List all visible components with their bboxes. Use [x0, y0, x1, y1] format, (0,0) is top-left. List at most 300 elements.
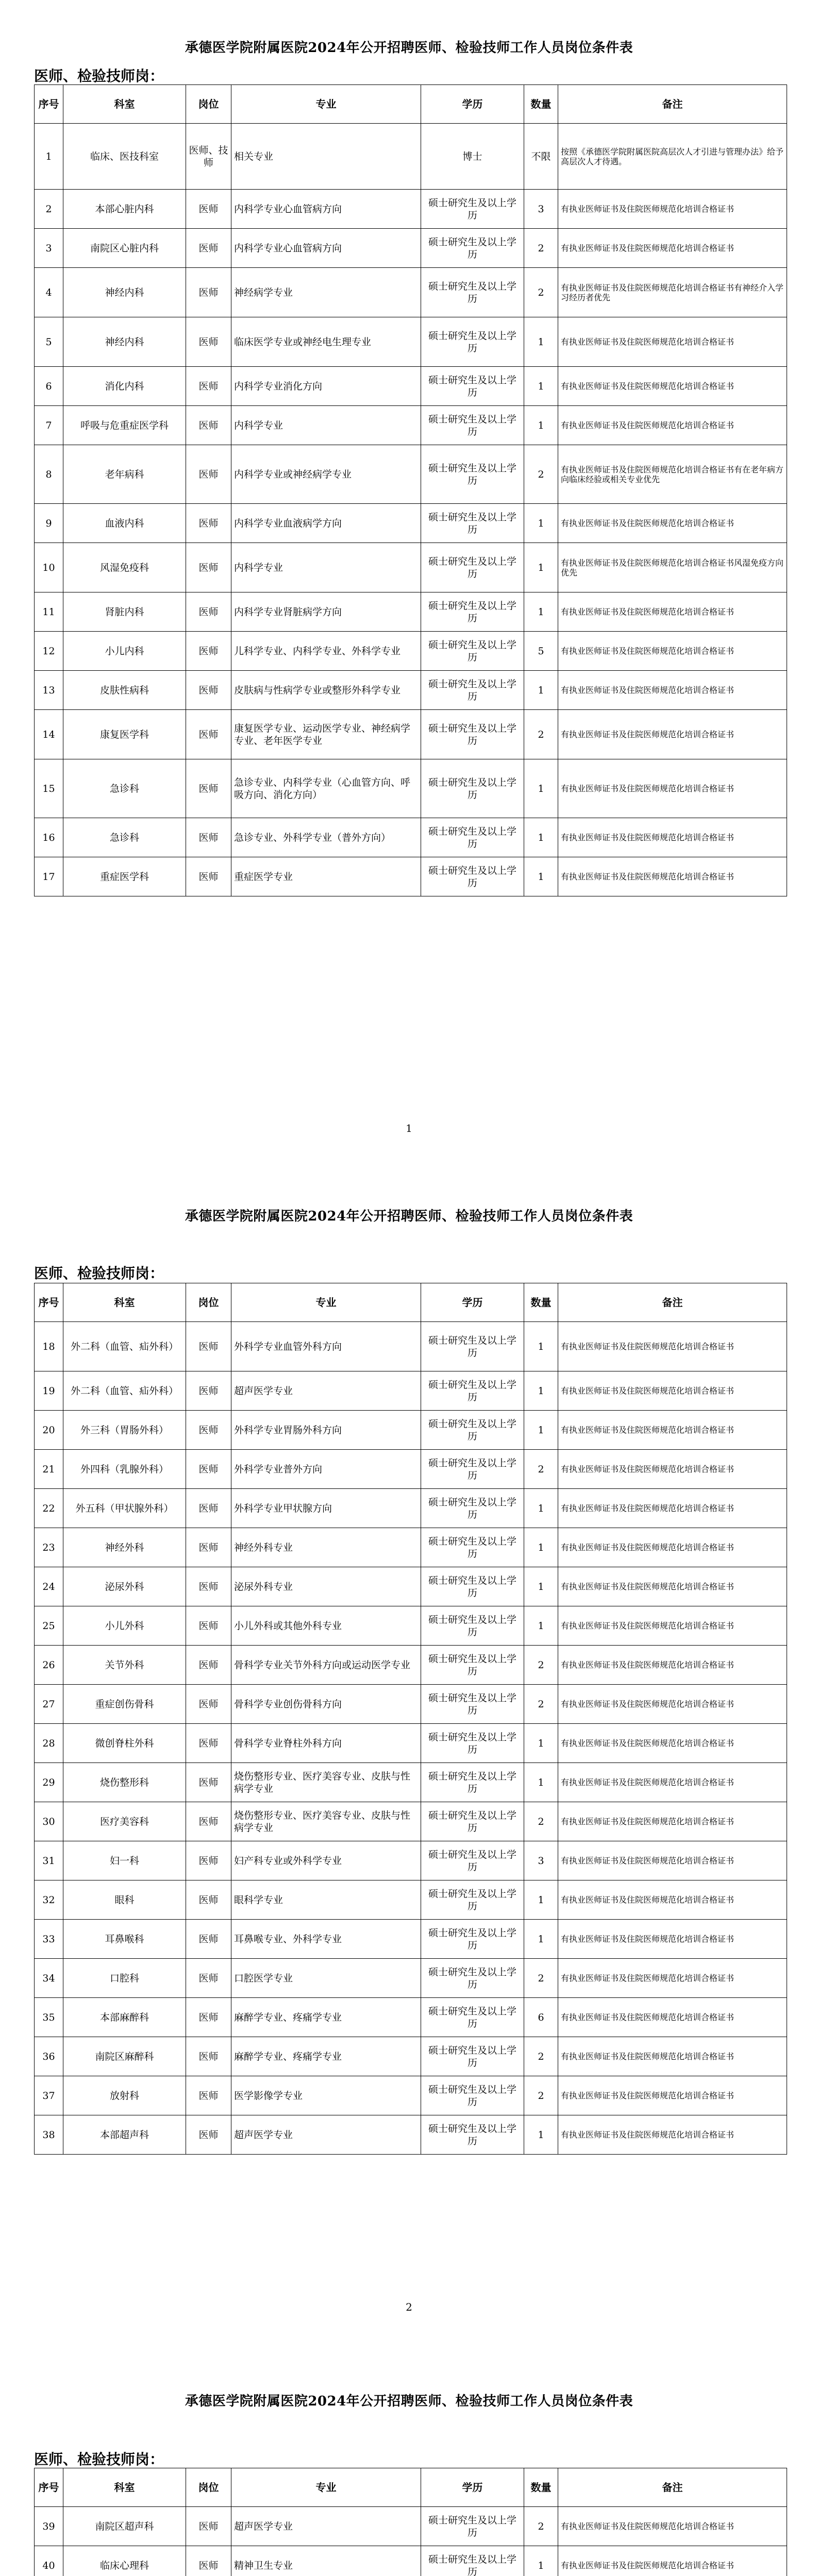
- cell-seq: 17: [35, 857, 63, 896]
- cell-note: 有执业医师证书及住院医师规范化培训合格证书: [558, 857, 787, 896]
- cell-post: 医师: [186, 1763, 231, 1802]
- header-seq: 序号: [35, 2468, 63, 2507]
- cell-seq: 33: [35, 1920, 63, 1959]
- cell-dept: 急诊科: [63, 818, 186, 857]
- cell-major: 麻醉学专业、疼痛学专业: [231, 2037, 421, 2076]
- cell-dept: 神经内科: [63, 317, 186, 367]
- table-row: [35, 2076, 787, 2115]
- table-row: [35, 759, 787, 818]
- cell-seq: 40: [35, 2546, 63, 2576]
- table-row: [35, 671, 787, 710]
- table-row: [35, 229, 787, 268]
- header-count: 数量: [524, 2468, 558, 2507]
- cell-edu: 硕士研究生及以上学历: [421, 1567, 524, 1606]
- cell-seq: 23: [35, 1528, 63, 1567]
- header-dept: 科室: [63, 1283, 186, 1322]
- table-row: [35, 1322, 787, 1371]
- cell-edu: 硕士研究生及以上学历: [421, 1685, 524, 1724]
- table-row: [35, 2507, 787, 2546]
- cell-edu: 硕士研究生及以上学历: [421, 1724, 524, 1763]
- cell-count: 2: [524, 268, 558, 317]
- cell-edu: 硕士研究生及以上学历: [421, 268, 524, 317]
- cell-edu: 硕士研究生及以上学历: [421, 317, 524, 367]
- cell-edu: 硕士研究生及以上学历: [421, 2507, 524, 2546]
- table-header: [35, 85, 787, 124]
- cell-dept: 血液内科: [63, 504, 186, 543]
- cell-note: 有执业医师证书及住院医师规范化培训合格证书: [558, 1606, 787, 1646]
- cell-note: 有执业医师证书及住院医师规范化培训合格证书: [558, 759, 787, 818]
- cell-post: 医师: [186, 1802, 231, 1841]
- table-row: [35, 445, 787, 504]
- cell-note: 有执业医师证书及住院医师规范化培训合格证书: [558, 1802, 787, 1841]
- cell-dept: 口腔科: [63, 1959, 186, 1998]
- cell-count: 2: [524, 1959, 558, 1998]
- cell-dept: 小儿内科: [63, 632, 186, 671]
- cell-post: 医师: [186, 2037, 231, 2076]
- cell-dept: 外二科（血管、疝外科）: [63, 1371, 186, 1411]
- header-post: 岗位: [186, 1283, 231, 1322]
- cell-seq: 1: [35, 124, 63, 190]
- cell-seq: 25: [35, 1606, 63, 1646]
- cell-note: 有执业医师证书及住院医师规范化培训合格证书: [558, 504, 787, 543]
- cell-note: 有执业医师证书及住院医师规范化培训合格证书: [558, 1763, 787, 1802]
- cell-edu: 硕士研究生及以上学历: [421, 1489, 524, 1528]
- header-dept: 科室: [63, 85, 186, 124]
- cell-count: 1: [524, 759, 558, 818]
- cell-post: 医师: [186, 1880, 231, 1920]
- cell-note: 有执业医师证书及住院医师规范化培训合格证书: [558, 2507, 787, 2546]
- cell-edu: 硕士研究生及以上学历: [421, 1322, 524, 1371]
- header-major: 专业: [231, 85, 421, 124]
- cell-post: 医师: [186, 2507, 231, 2546]
- cell-note: 有执业医师证书及住院医师规范化培训合格证书: [558, 317, 787, 367]
- table-row: [35, 1567, 787, 1606]
- cell-edu: 硕士研究生及以上学历: [421, 1998, 524, 2037]
- cell-note: 有执业医师证书及住院医师规范化培训合格证书: [558, 2546, 787, 2576]
- cell-major: 皮肤病与性病学专业或整形外科学专业: [231, 671, 421, 710]
- cell-count: 2: [524, 445, 558, 504]
- cell-seq: 2: [35, 190, 63, 229]
- cell-seq: 31: [35, 1841, 63, 1880]
- table-row: [35, 190, 787, 229]
- cell-seq: 37: [35, 2076, 63, 2115]
- cell-major: 超声医学专业: [231, 2115, 421, 2155]
- cell-dept: 医疗美容科: [63, 1802, 186, 1841]
- cell-edu: 硕士研究生及以上学历: [421, 1802, 524, 1841]
- cell-edu: 硕士研究生及以上学历: [421, 710, 524, 759]
- cell-major: 外科学专业胃肠外科方向: [231, 1411, 421, 1450]
- cell-dept: 重症创伤骨科: [63, 1685, 186, 1724]
- cell-dept: 本部心脏内科: [63, 190, 186, 229]
- cell-post: 医师: [186, 671, 231, 710]
- cell-note: 有执业医师证书及住院医师规范化培训合格证书: [558, 1528, 787, 1567]
- cell-post: 医师: [186, 1998, 231, 2037]
- cell-major: 相关专业: [231, 124, 421, 190]
- cell-count: 1: [524, 2546, 558, 2576]
- cell-dept: 呼吸与危重症医学科: [63, 406, 186, 445]
- cell-major: 医学影像学专业: [231, 2076, 421, 2115]
- cell-post: 医师: [186, 268, 231, 317]
- cell-edu: 硕士研究生及以上学历: [421, 671, 524, 710]
- cell-dept: 微创脊柱外科: [63, 1724, 186, 1763]
- cell-post: 医师: [186, 1567, 231, 1606]
- cell-seq: 34: [35, 1959, 63, 1998]
- header-note: 备注: [558, 2468, 787, 2507]
- cell-seq: 22: [35, 1489, 63, 1528]
- cell-seq: 3: [35, 229, 63, 268]
- cell-count: 1: [524, 406, 558, 445]
- page-number: 2: [406, 2301, 412, 2313]
- cell-dept: 临床心理科: [63, 2546, 186, 2576]
- cell-major: 眼科学专业: [231, 1880, 421, 1920]
- cell-count: 1: [524, 1763, 558, 1802]
- cell-major: 内科学专业血液病学方向: [231, 504, 421, 543]
- cell-count: 3: [524, 1841, 558, 1880]
- cell-major: 烧伤整形专业、医疗美容专业、皮肤与性病学专业: [231, 1802, 421, 1841]
- cell-dept: 南院区心脏内科: [63, 229, 186, 268]
- cell-count: 2: [524, 2076, 558, 2115]
- table-body: [35, 124, 787, 896]
- cell-post: 医师: [186, 367, 231, 406]
- cell-note: 有执业医师证书及住院医师规范化培训合格证书: [558, 1998, 787, 2037]
- cell-major: 外科学专业普外方向: [231, 1450, 421, 1489]
- table-row: [35, 1880, 787, 1920]
- cell-count: 1: [524, 543, 558, 592]
- cell-edu: 硕士研究生及以上学历: [421, 1763, 524, 1802]
- cell-edu: 硕士研究生及以上学历: [421, 1528, 524, 1567]
- header-edu: 学历: [421, 1283, 524, 1322]
- cell-edu: 硕士研究生及以上学历: [421, 2076, 524, 2115]
- cell-count: 3: [524, 190, 558, 229]
- cell-dept: 烧伤整形科: [63, 1763, 186, 1802]
- cell-count: 2: [524, 710, 558, 759]
- cell-note: 有执业医师证书及住院医师规范化培训合格证书: [558, 1322, 787, 1371]
- cell-count: 1: [524, 1489, 558, 1528]
- cell-post: 医师: [186, 1322, 231, 1371]
- cell-seq: 28: [35, 1724, 63, 1763]
- cell-dept: 外四科（乳腺外科）: [63, 1450, 186, 1489]
- table-row: [35, 1411, 787, 1450]
- cell-seq: 12: [35, 632, 63, 671]
- cell-count: 1: [524, 1411, 558, 1450]
- cell-major: 急诊专业、外科学专业（普外方向）: [231, 818, 421, 857]
- cell-seq: 14: [35, 710, 63, 759]
- cell-count: 1: [524, 504, 558, 543]
- cell-major: 超声医学专业: [231, 2507, 421, 2546]
- cell-post: 医师、技师: [186, 124, 231, 190]
- table-row: [35, 1802, 787, 1841]
- cell-post: 医师: [186, 2115, 231, 2155]
- header-seq: 序号: [35, 85, 63, 124]
- cell-count: 1: [524, 1920, 558, 1959]
- table-row: [35, 317, 787, 367]
- cell-seq: 4: [35, 268, 63, 317]
- header-post: 岗位: [186, 85, 231, 124]
- table-body: [35, 1322, 787, 2155]
- cell-count: 5: [524, 632, 558, 671]
- cell-post: 医师: [186, 1685, 231, 1724]
- cell-major: 内科学专业消化方向: [231, 367, 421, 406]
- cell-note: 有执业医师证书及住院医师规范化培训合格证书: [558, 592, 787, 632]
- cell-seq: 32: [35, 1880, 63, 1920]
- cell-note: 有执业医师证书及住院医师规范化培训合格证书: [558, 1724, 787, 1763]
- cell-edu: 硕士研究生及以上学历: [421, 190, 524, 229]
- cell-major: 内科学专业: [231, 543, 421, 592]
- cell-note: 有执业医师证书及住院医师规范化培训合格证书: [558, 632, 787, 671]
- table-row: [35, 1920, 787, 1959]
- cell-edu: 硕士研究生及以上学历: [421, 857, 524, 896]
- cell-dept: 神经外科: [63, 1528, 186, 1567]
- cell-dept: 外三科（胃肠外科）: [63, 1411, 186, 1450]
- table-row: [35, 710, 787, 759]
- cell-edu: 硕士研究生及以上学历: [421, 543, 524, 592]
- cell-post: 医师: [186, 592, 231, 632]
- cell-major: 重症医学专业: [231, 857, 421, 896]
- table-row: [35, 1606, 787, 1646]
- cell-edu: 硕士研究生及以上学历: [421, 445, 524, 504]
- cell-seq: 15: [35, 759, 63, 818]
- table-body: [35, 2507, 787, 2576]
- cell-dept: 康复医学科: [63, 710, 186, 759]
- cell-dept: 重症医学科: [63, 857, 186, 896]
- cell-seq: 9: [35, 504, 63, 543]
- cell-edu: 硕士研究生及以上学历: [421, 367, 524, 406]
- cell-count: 1: [524, 1724, 558, 1763]
- cell-note: 有执业医师证书及住院医师规范化培训合格证书: [558, 1959, 787, 1998]
- cell-note: 有执业医师证书及住院医师规范化培训合格证书: [558, 1880, 787, 1920]
- table-row: [35, 818, 787, 857]
- cell-seq: 16: [35, 818, 63, 857]
- cell-major: 小儿外科或其他外科专业: [231, 1606, 421, 1646]
- cell-seq: 30: [35, 1802, 63, 1841]
- cell-post: 医师: [186, 504, 231, 543]
- cell-note: 有执业医师证书及住院医师规范化培训合格证书: [558, 1920, 787, 1959]
- cell-seq: 35: [35, 1998, 63, 2037]
- cell-major: 内科学专业心血管病方向: [231, 229, 421, 268]
- cell-edu: 硕士研究生及以上学历: [421, 1411, 524, 1450]
- table-header: [35, 1283, 787, 1322]
- cell-edu: 硕士研究生及以上学历: [421, 592, 524, 632]
- cell-dept: 泌尿外科: [63, 1567, 186, 1606]
- cell-dept: 本部超声科: [63, 2115, 186, 2155]
- cell-post: 医师: [186, 317, 231, 367]
- cell-major: 精神卫生专业: [231, 2546, 421, 2576]
- positions-table: [34, 84, 787, 896]
- cell-seq: 8: [35, 445, 63, 504]
- cell-dept: 风湿免疫科: [63, 543, 186, 592]
- cell-count: 1: [524, 1567, 558, 1606]
- cell-count: 1: [524, 592, 558, 632]
- cell-note: 有执业医师证书及住院医师规范化培训合格证书: [558, 406, 787, 445]
- cell-post: 医师: [186, 710, 231, 759]
- cell-count: 1: [524, 367, 558, 406]
- table-row: [35, 367, 787, 406]
- table-row: [35, 268, 787, 317]
- table-row: [35, 1841, 787, 1880]
- cell-seq: 21: [35, 1450, 63, 1489]
- header-note: 备注: [558, 85, 787, 124]
- cell-dept: 小儿外科: [63, 1606, 186, 1646]
- cell-count: 1: [524, 2115, 558, 2155]
- cell-edu: 硕士研究生及以上学历: [421, 504, 524, 543]
- table-row: [35, 592, 787, 632]
- cell-seq: 5: [35, 317, 63, 367]
- cell-seq: 29: [35, 1763, 63, 1802]
- cell-note: 有执业医师证书及住院医师规范化培训合格证书: [558, 671, 787, 710]
- cell-count: 1: [524, 1371, 558, 1411]
- cell-major: 泌尿外科专业: [231, 1567, 421, 1606]
- table-row: [35, 2037, 787, 2076]
- cell-count: 2: [524, 2507, 558, 2546]
- cell-count: 1: [524, 1606, 558, 1646]
- cell-seq: 27: [35, 1685, 63, 1724]
- cell-dept: 南院区麻醉科: [63, 2037, 186, 2076]
- cell-seq: 7: [35, 406, 63, 445]
- table-row: [35, 504, 787, 543]
- table-row: [35, 1450, 787, 1489]
- cell-note: 有执业医师证书及住院医师规范化培训合格证书: [558, 1450, 787, 1489]
- cell-edu: 硕士研究生及以上学历: [421, 229, 524, 268]
- table-row: [35, 1724, 787, 1763]
- cell-edu: 硕士研究生及以上学历: [421, 632, 524, 671]
- positions-table: [34, 1283, 787, 2155]
- page-title: 承德医学院附属医院2024年公开招聘医师、检验技师工作人员岗位条件表: [185, 1209, 633, 1224]
- cell-post: 医师: [186, 2546, 231, 2576]
- page-title: 承德医学院附属医院2024年公开招聘医师、检验技师工作人员岗位条件表: [185, 40, 633, 56]
- cell-post: 医师: [186, 818, 231, 857]
- cell-edu: 硕士研究生及以上学历: [421, 759, 524, 818]
- cell-dept: 消化内科: [63, 367, 186, 406]
- table-row: [35, 1763, 787, 1802]
- table-row: [35, 1371, 787, 1411]
- cell-dept: 放射科: [63, 2076, 186, 2115]
- cell-post: 医师: [186, 632, 231, 671]
- cell-note: 有执业医师证书及住院医师规范化培训合格证书: [558, 710, 787, 759]
- header-major: 专业: [231, 1283, 421, 1322]
- table-row: [35, 1685, 787, 1724]
- table-row: [35, 857, 787, 896]
- cell-dept: 急诊科: [63, 759, 186, 818]
- cell-post: 医师: [186, 2076, 231, 2115]
- cell-dept: 皮肤性病科: [63, 671, 186, 710]
- section-subtitle: 医师、检验技师岗：: [34, 2451, 164, 2468]
- cell-edu: 硕士研究生及以上学历: [421, 1841, 524, 1880]
- cell-edu: 硕士研究生及以上学历: [421, 1371, 524, 1411]
- table-row: [35, 632, 787, 671]
- cell-major: 神经病学专业: [231, 268, 421, 317]
- cell-major: 骨科学专业脊柱外科方向: [231, 1724, 421, 1763]
- cell-count: 2: [524, 1802, 558, 1841]
- cell-note: 有执业医师证书及住院医师规范化培训合格证书有在老年病方向临床经验或相关专业优先: [558, 445, 787, 504]
- cell-post: 医师: [186, 1528, 231, 1567]
- positions-table: [34, 2468, 787, 2576]
- cell-seq: 19: [35, 1371, 63, 1411]
- cell-note: 有执业医师证书及住院医师规范化培训合格证书: [558, 1646, 787, 1685]
- cell-post: 医师: [186, 1450, 231, 1489]
- cell-major: 康复医学专业、运动医学专业、神经病学专业、老年医学专业: [231, 710, 421, 759]
- cell-edu: 硕士研究生及以上学历: [421, 406, 524, 445]
- cell-note: 按照《承德医学院附属医院高层次人才引进与管理办法》给予高层次人才待遇。: [558, 124, 787, 190]
- cell-edu: 硕士研究生及以上学历: [421, 2037, 524, 2076]
- header-edu: 学历: [421, 85, 524, 124]
- cell-major: 骨科学专业关节外科方向或运动医学专业: [231, 1646, 421, 1685]
- cell-post: 医师: [186, 1920, 231, 1959]
- header-dept: 科室: [63, 2468, 186, 2507]
- table-row: [35, 1998, 787, 2037]
- cell-major: 急诊专业、内科学专业（心血管方向、呼吸方向、消化方向）: [231, 759, 421, 818]
- section-subtitle: 医师、检验技师岗：: [34, 67, 164, 84]
- header-edu: 学历: [421, 2468, 524, 2507]
- cell-count: 1: [524, 818, 558, 857]
- cell-note: 有执业医师证书及住院医师规范化培训合格证书: [558, 1841, 787, 1880]
- cell-major: 内科学专业或神经病学专业: [231, 445, 421, 504]
- cell-major: 骨科学专业创伤骨科方向: [231, 1685, 421, 1724]
- cell-edu: 硕士研究生及以上学历: [421, 2546, 524, 2576]
- cell-count: 2: [524, 229, 558, 268]
- cell-dept: 关节外科: [63, 1646, 186, 1685]
- table-row: [35, 543, 787, 592]
- cell-seq: 39: [35, 2507, 63, 2546]
- header-note: 备注: [558, 1283, 787, 1322]
- cell-post: 医师: [186, 1646, 231, 1685]
- cell-count: 2: [524, 1646, 558, 1685]
- cell-note: 有执业医师证书及住院医师规范化培训合格证书: [558, 1685, 787, 1724]
- cell-edu: 硕士研究生及以上学历: [421, 1880, 524, 1920]
- table-row: [35, 1646, 787, 1685]
- cell-count: 1: [524, 1880, 558, 1920]
- cell-dept: 老年病科: [63, 445, 186, 504]
- cell-note: 有执业医师证书及住院医师规范化培训合格证书: [558, 1567, 787, 1606]
- cell-edu: 硕士研究生及以上学历: [421, 2115, 524, 2155]
- cell-major: 外科学专业血管外科方向: [231, 1322, 421, 1371]
- cell-seq: 24: [35, 1567, 63, 1606]
- cell-post: 医师: [186, 1724, 231, 1763]
- cell-seq: 11: [35, 592, 63, 632]
- cell-dept: 临床、医技科室: [63, 124, 186, 190]
- cell-count: 1: [524, 671, 558, 710]
- cell-major: 内科学专业心血管病方向: [231, 190, 421, 229]
- cell-dept: 耳鼻喉科: [63, 1920, 186, 1959]
- cell-edu: 博士: [421, 124, 524, 190]
- cell-major: 内科学专业: [231, 406, 421, 445]
- header-seq: 序号: [35, 1283, 63, 1322]
- cell-major: 口腔医学专业: [231, 1959, 421, 1998]
- cell-major: 耳鼻喉专业、外科学专业: [231, 1920, 421, 1959]
- cell-post: 医师: [186, 229, 231, 268]
- page-number: 1: [406, 1122, 412, 1134]
- header-count: 数量: [524, 1283, 558, 1322]
- cell-note: 有执业医师证书及住院医师规范化培训合格证书: [558, 2115, 787, 2155]
- cell-major: 烧伤整形专业、医疗美容专业、皮肤与性病学专业: [231, 1763, 421, 1802]
- header-major: 专业: [231, 2468, 421, 2507]
- cell-post: 医师: [186, 406, 231, 445]
- cell-note: 有执业医师证书及住院医师规范化培训合格证书: [558, 367, 787, 406]
- cell-dept: 妇一科: [63, 1841, 186, 1880]
- cell-note: 有执业医师证书及住院医师规范化培训合格证书: [558, 2076, 787, 2115]
- section-subtitle: 医师、检验技师岗：: [34, 1265, 164, 1282]
- cell-major: 麻醉学专业、疼痛学专业: [231, 1998, 421, 2037]
- cell-dept: 南院区超声科: [63, 2507, 186, 2546]
- cell-dept: 眼科: [63, 1880, 186, 1920]
- cell-note: 有执业医师证书及住院医师规范化培训合格证书: [558, 2037, 787, 2076]
- table-row: [35, 124, 787, 190]
- cell-post: 医师: [186, 1371, 231, 1411]
- cell-post: 医师: [186, 1489, 231, 1528]
- cell-dept: 神经内科: [63, 268, 186, 317]
- cell-dept: 外五科（甲状腺外科）: [63, 1489, 186, 1528]
- table-row: [35, 1959, 787, 1998]
- cell-edu: 硕士研究生及以上学历: [421, 1606, 524, 1646]
